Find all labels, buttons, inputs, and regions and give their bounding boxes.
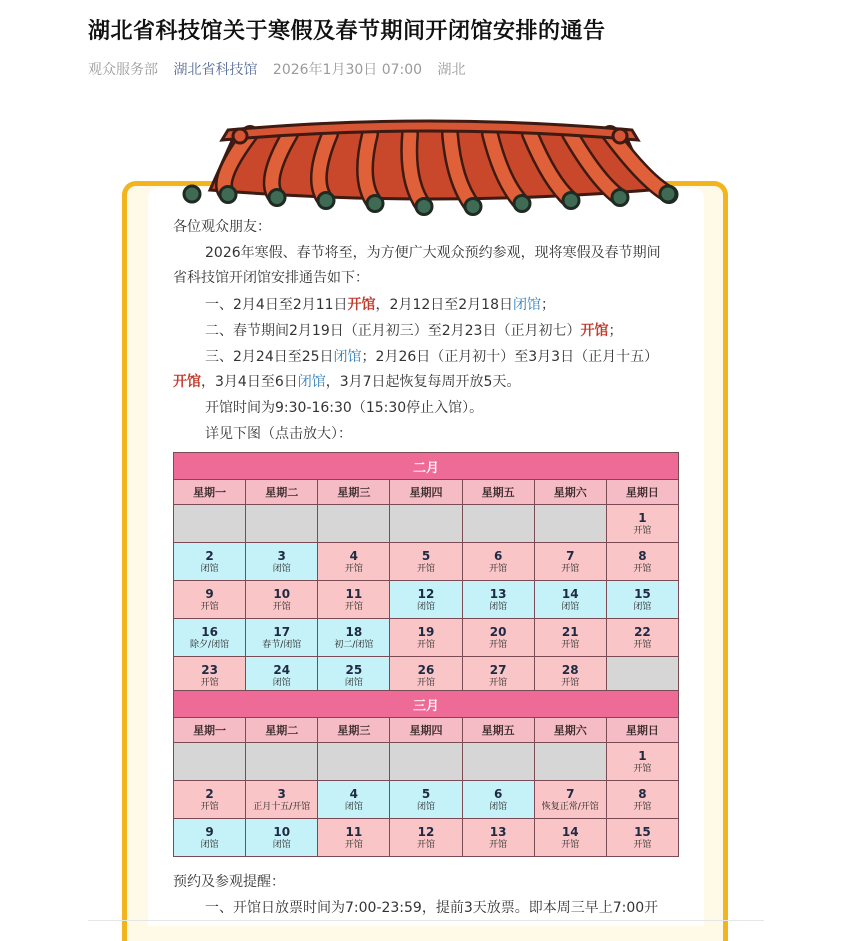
calendar-day-cell[interactable]	[174, 543, 246, 581]
week-row	[174, 819, 679, 857]
day-status: 闭馆	[200, 563, 219, 574]
month-header: 二月	[174, 453, 679, 480]
calendar-day-cell[interactable]	[174, 819, 246, 857]
day-status: 正月十五/开馆	[253, 801, 311, 812]
day-number: 23	[201, 662, 218, 677]
day-number: 2	[205, 548, 214, 563]
weekday-header: 星期六	[534, 480, 606, 505]
calendar-day-cell[interactable]	[534, 743, 606, 781]
calendar-day-cell[interactable]	[318, 505, 390, 543]
day-number: 21	[561, 624, 579, 639]
day-number: 17	[273, 624, 291, 639]
day-status: 开馆	[633, 763, 652, 774]
roof-tile-cap	[563, 193, 579, 209]
day-status: 闭馆	[272, 677, 291, 688]
day-status: 闭馆	[561, 601, 580, 612]
day-status: 开馆	[416, 677, 435, 688]
calendar-day-cell[interactable]	[318, 743, 390, 781]
day-number: 6	[493, 548, 503, 563]
notice-intro-line2: 省科技馆开闭馆安排通告如下：	[173, 270, 369, 286]
roof-illustration	[180, 112, 680, 234]
day-number: 2	[205, 786, 214, 801]
day-status: 开馆	[489, 639, 508, 650]
calendar-day-cell[interactable]	[390, 743, 462, 781]
calendar-day-cell[interactable]	[390, 505, 462, 543]
day-status: 开馆	[416, 563, 435, 574]
calendar-day-cell[interactable]	[174, 743, 246, 781]
day-status: 开馆	[489, 563, 508, 574]
weekday-header: 星期三	[318, 480, 390, 505]
calendar-day-cell[interactable]	[606, 581, 678, 619]
weekday-header: 星期日	[606, 480, 678, 505]
day-status: 开馆	[633, 525, 652, 536]
calendar-day-cell[interactable]	[462, 657, 534, 695]
day-number: 12	[417, 824, 435, 839]
week-row	[174, 505, 679, 543]
roof-tile-cap	[612, 190, 628, 206]
day-number: 20	[489, 624, 507, 639]
day-status: 开馆	[200, 601, 219, 612]
day-status: 闭馆	[489, 801, 508, 812]
day-status: 开馆	[344, 563, 363, 574]
weekday-header: 星期一	[174, 718, 246, 743]
calendar-february[interactable]	[173, 452, 679, 695]
week-row	[174, 543, 679, 581]
day-status: 开馆	[416, 839, 435, 850]
day-status: 闭馆	[272, 563, 291, 574]
roof-tile-cap	[367, 196, 383, 212]
roof-tile-cap	[465, 199, 481, 215]
day-status: 开馆	[633, 563, 652, 574]
day-status: 恢复正常/开馆	[541, 801, 599, 812]
day-status: 开馆	[489, 677, 508, 688]
calendar-day-cell[interactable]	[318, 781, 390, 819]
day-number: 3	[277, 786, 286, 801]
calendar-day-cell[interactable]	[318, 619, 390, 657]
day-status: 开馆	[561, 677, 580, 688]
divider	[88, 920, 764, 921]
day-number: 4	[349, 548, 359, 563]
weekday-header: 星期四	[390, 480, 462, 505]
publish-location: 湖北	[437, 62, 466, 78]
calendar-day-cell[interactable]	[246, 781, 318, 819]
day-number: 18	[345, 624, 363, 639]
calendar-day-cell[interactable]	[174, 619, 246, 657]
notice-greeting: 各位观众朋友：	[173, 219, 271, 235]
notice-hours: 开馆时间为9:30-16:30（15:30停止入馆）。	[205, 400, 484, 416]
day-number: 10	[273, 824, 291, 839]
day-status: 闭馆	[344, 801, 363, 812]
day-number: 1	[638, 510, 647, 525]
calendar-day-cell[interactable]	[246, 819, 318, 857]
day-number: 3	[277, 548, 286, 563]
day-status: 开馆	[633, 639, 652, 650]
calendar-day-cell[interactable]	[534, 505, 606, 543]
calendar-day-cell[interactable]	[462, 819, 534, 857]
calendar-day-cell[interactable]	[462, 743, 534, 781]
calendar-day-cell[interactable]	[534, 543, 606, 581]
weekday-header: 星期五	[462, 480, 534, 505]
calendar-day-cell[interactable]	[534, 657, 606, 695]
calendar-day-cell[interactable]	[174, 581, 246, 619]
roof-tile-cap	[220, 187, 236, 203]
roof-tile-cap	[416, 199, 432, 215]
day-number: 7	[566, 548, 575, 563]
calendar-day-cell[interactable]	[462, 543, 534, 581]
day-number: 16	[201, 624, 218, 639]
day-number: 11	[345, 824, 363, 839]
week-row	[174, 657, 679, 695]
day-number: 9	[205, 586, 214, 601]
roof-tile-cap	[269, 190, 285, 206]
weekday-header: 星期二	[246, 480, 318, 505]
calendar-day-cell[interactable]	[606, 781, 678, 819]
day-number: 5	[421, 786, 431, 801]
day-number: 14	[561, 824, 579, 839]
day-status: 闭馆	[633, 601, 652, 612]
calendar-day-cell[interactable]	[174, 781, 246, 819]
calendar-day-cell[interactable]	[246, 619, 318, 657]
calendar-day-cell[interactable]	[534, 781, 606, 819]
week-row	[174, 743, 679, 781]
day-number: 25	[345, 662, 363, 677]
day-number: 15	[634, 824, 651, 839]
month-header: 三月	[174, 691, 679, 718]
calendar-day-cell[interactable]	[318, 543, 390, 581]
day-number: 5	[421, 548, 431, 563]
calendar-day-cell[interactable]	[606, 543, 678, 581]
day-number: 14	[561, 586, 579, 601]
calendar-day-cell[interactable]	[390, 819, 462, 857]
roof-tile-cap	[318, 193, 334, 209]
roof-eave-cap	[184, 186, 200, 202]
day-status: 闭馆	[416, 801, 435, 812]
calendar-day-cell[interactable]	[318, 581, 390, 619]
weekday-header: 星期五	[462, 718, 534, 743]
calendar-day-cell[interactable]	[606, 743, 678, 781]
day-number: 24	[273, 662, 291, 677]
author-link[interactable]: 湖北省科技馆	[173, 62, 258, 78]
article-meta	[88, 59, 477, 79]
day-number: 13	[489, 824, 507, 839]
notice-item-2: 二、春节期间2月19日（正月初三）至2月23日（正月初七）开馆；	[205, 323, 623, 339]
weekday-header: 星期六	[534, 718, 606, 743]
week-row	[174, 581, 679, 619]
day-status: 开馆	[633, 839, 652, 850]
calendar-day-cell[interactable]	[462, 581, 534, 619]
notice-item-1: 一、2月4日至2月11日开馆，2月12日至2月18日闭馆；	[205, 297, 555, 313]
day-status: 开馆	[416, 639, 435, 650]
day-status: 初二/闭馆	[334, 639, 374, 650]
day-status: 开馆	[561, 839, 580, 850]
notice-intro-line1: 2026年寒假、春节将至，为方便广大观众预约参观，现将寒假及春节期间	[205, 245, 661, 261]
day-status: 开馆	[344, 601, 363, 612]
day-status: 开馆	[344, 839, 363, 850]
notice-item-3-line1: 三、2月24日至25日闭馆；2月26日（正月初十）至3月3日（正月十五）	[205, 349, 659, 365]
calendar-day-cell[interactable]	[534, 819, 606, 857]
calendar-day-cell[interactable]	[174, 657, 246, 695]
day-status: 闭馆	[489, 601, 508, 612]
day-number: 13	[489, 586, 507, 601]
day-number: 26	[417, 662, 435, 677]
weekday-header: 星期一	[174, 480, 246, 505]
calendar-day-cell[interactable]	[246, 505, 318, 543]
day-status: 开馆	[200, 801, 219, 812]
week-row	[174, 619, 679, 657]
calendar-day-cell[interactable]	[462, 505, 534, 543]
week-row	[174, 781, 679, 819]
reminder-title: 预约及参观提醒：	[173, 874, 285, 890]
roof-eave-cap	[660, 186, 676, 202]
calendar-day-cell[interactable]	[534, 581, 606, 619]
reminder-item-1: 一、开馆日放票时间为7:00-23:59，提前3天放票。即本周三早上7:00开	[205, 900, 659, 916]
day-status: 开馆	[633, 801, 652, 812]
day-status: 除夕/闭馆	[190, 639, 230, 650]
day-status: 开馆	[200, 677, 219, 688]
calendar-day-cell[interactable]	[534, 619, 606, 657]
day-status: 闭馆	[416, 601, 435, 612]
weekday-header: 星期二	[246, 718, 318, 743]
calendar-day-cell[interactable]	[246, 543, 318, 581]
day-number: 11	[345, 586, 363, 601]
day-status: 开馆	[489, 839, 508, 850]
weekday-header: 星期三	[318, 718, 390, 743]
notice-item-3-line2: 开馆，3月4日至6日闭馆，3月7日起恢复每周开放5天。	[173, 374, 521, 390]
day-status: 开馆	[272, 601, 291, 612]
day-status: 开馆	[561, 639, 580, 650]
day-number: 15	[634, 586, 651, 601]
day-number: 4	[349, 786, 359, 801]
calendar-day-cell[interactable]	[318, 657, 390, 695]
calendar-march[interactable]	[173, 690, 679, 857]
article-title: 湖北省科技馆关于寒假及春节期间开闭馆安排的通告	[88, 19, 606, 44]
day-number: 28	[561, 662, 579, 677]
day-number: 12	[417, 586, 435, 601]
calendar-day-cell[interactable]	[606, 819, 678, 857]
day-status: 闭馆	[272, 839, 291, 850]
day-number: 7	[566, 786, 575, 801]
calendar-day-cell[interactable]	[462, 781, 534, 819]
account-name[interactable]: 观众服务部	[88, 62, 158, 78]
calendar-day-cell[interactable]	[606, 657, 678, 695]
calendar-day-cell[interactable]	[390, 657, 462, 695]
day-number: 9	[205, 824, 214, 839]
calendar-day-cell[interactable]	[390, 543, 462, 581]
publish-datetime: 2026年1月30日 07:00	[272, 62, 423, 78]
day-number: 27	[489, 662, 507, 677]
day-status: 闭馆	[344, 677, 363, 688]
calendar-day-cell[interactable]	[606, 619, 678, 657]
day-number: 1	[638, 748, 647, 763]
calendar-day-cell[interactable]	[606, 505, 678, 543]
day-number: 8	[638, 786, 647, 801]
day-number: 8	[638, 548, 647, 563]
day-status: 开馆	[561, 563, 580, 574]
calendar-day-cell[interactable]	[390, 581, 462, 619]
calendar-day-cell[interactable]	[390, 781, 462, 819]
calendar-day-cell[interactable]	[390, 619, 462, 657]
day-number: 19	[417, 624, 435, 639]
calendar-day-cell[interactable]	[462, 619, 534, 657]
calendar-day-cell[interactable]	[174, 505, 246, 543]
roof-tile-cap	[514, 196, 530, 212]
day-status: 闭馆	[200, 839, 219, 850]
weekday-header: 星期日	[606, 718, 678, 743]
calendar-day-cell[interactable]	[246, 581, 318, 619]
weekday-header: 星期四	[390, 718, 462, 743]
day-number: 10	[273, 586, 291, 601]
day-number: 22	[634, 624, 651, 639]
notice-see-below: 详见下图（点击放大）：	[205, 426, 352, 442]
calendar-day-cell[interactable]	[246, 657, 318, 695]
day-number: 6	[493, 786, 503, 801]
day-status: 春节/闭馆	[262, 639, 302, 650]
calendar-day-cell[interactable]	[246, 743, 318, 781]
calendar-day-cell[interactable]	[318, 819, 390, 857]
